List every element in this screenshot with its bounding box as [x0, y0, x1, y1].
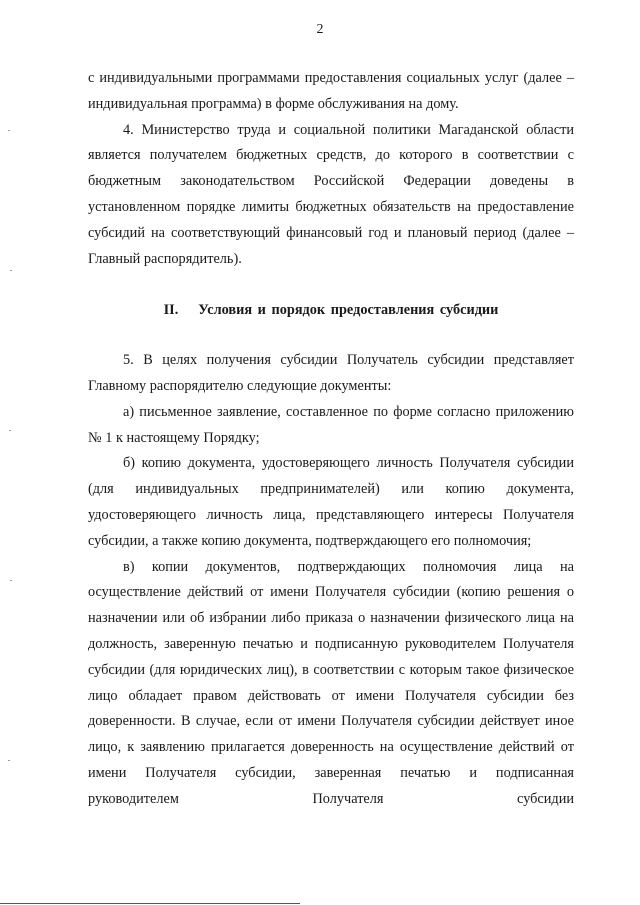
list-item-v: в) копии документов, подтверждающих полномочия лица на осуществление действий от имени Получателя субсидии (копию решения о назначении или об избрании либо приказа о назначении физического лица на должность, заверенную печатью и подписанную руководителем Получателя субсидии (для юридических лиц), в соответствии с которым такое физическое лицо обладает правом действовать от имени Получателя субсидии без доверенности. В случае, если от имени Получателя субсидии действует иное лицо, к заявлению прилагается доверенность на осуществление действий от имени Получателя субсидии, заверенная печатью и подписанная руководителем Получателя субсидии: [88, 558, 574, 807]
section-number: II.: [163, 302, 179, 319]
section-title: Условия и порядок предоставления субсидии: [198, 302, 499, 319]
paragraph-4: 4. Министерство труда и социальной политики Магаданской области является получателем бюджетных средств, до которого в соответствии с бюджетным законодательством Российской Федерации доведены в установленном порядке лимиты бюджетных обязательств на предоставление субсидий на соответствующий финансовый год и плановый период (далее – Главный распорядитель).: [88, 121, 574, 267]
scan-speck: [10, 270, 12, 271]
scan-speck: [8, 760, 10, 761]
list-item-a: а) письменное заявление, составленное по форме согласно приложению № 1 к настоящему Порядку;: [88, 403, 574, 446]
list-item-b: б) копию документа, удостоверяющего личность Получателя субсидии (для индивидуальных предпринимателей) или копию документа, удостоверяющего личность лица, представляющего интересы Получателя субсидии, а также копию документа, подтверждающего его полномочия;: [88, 455, 574, 549]
page-number: 2: [316, 22, 324, 37]
scan-speck: [9, 430, 11, 431]
scan-speck: [8, 130, 10, 131]
document-body: [88, 66, 574, 813]
section-heading: [88, 298, 574, 324]
paragraph-continuation: с индивидуальными программами предоставления социальных услуг (далее – индивидуальная программа) в форме обслуживания на дому.: [88, 70, 574, 112]
paragraph-5: 5. В целях получения субсидии Получатель субсидии представляет Главному распорядителю следующие документы:: [88, 352, 574, 394]
scan-speck: [10, 580, 12, 581]
page-bottom-edge: [0, 903, 300, 904]
